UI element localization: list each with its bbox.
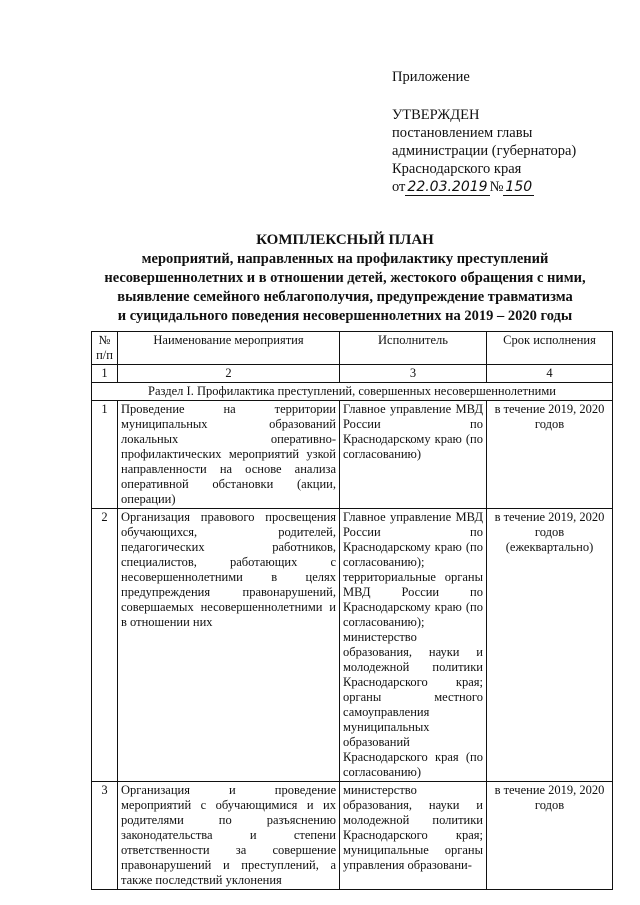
number-prefix: № xyxy=(489,179,504,195)
header-executor: Исполнитель xyxy=(340,332,487,365)
title-heading: КОМПЛЕКСНЫЙ ПЛАН xyxy=(256,232,434,248)
title-line-4: и суицидального поведения несовершеннолетних на 2019 – 2020 годы xyxy=(117,308,573,324)
title-line-2: несовершеннолетних и в отношении детей, жестокого обращения с ними, xyxy=(104,270,586,286)
section-row xyxy=(92,383,613,401)
col-number: 3 xyxy=(340,365,487,383)
section-title: Раздел I. Профилактика преступлений, совершенных несовершеннолетними xyxy=(92,383,613,401)
date-prefix: от xyxy=(392,179,406,195)
approval-date-line xyxy=(392,178,622,196)
row-executor: Главное управление МВД России по Краснодарскому краю (по согласованию) xyxy=(340,401,487,509)
row-executor: Главное управление МВД России по Краснодарскому краю (по согласованию); территориальные органы МВД России по Краснодарскому краю (по согласованию); министерство образования, науки и молодежной политики Краснодарского края; органы местного самоуправления муниципальных образований Краснодарского края (по согласованию) xyxy=(340,509,487,782)
table-header-row xyxy=(92,332,613,365)
plan-table xyxy=(91,331,613,890)
header-num: № п/п xyxy=(92,332,118,365)
row-term: в течение 2019, 2020 годов xyxy=(487,782,613,890)
row-num: 2 xyxy=(92,509,118,782)
row-name: Проведение на территории муниципальных образований локальных оперативно-профилактических мероприятий узкой направленности на основе анализа оперативной обстановки (акции, операции) xyxy=(118,401,340,509)
col-number: 1 xyxy=(92,365,118,383)
col-number: 4 xyxy=(487,365,613,383)
appendix-label: Приложение xyxy=(392,69,470,85)
handwritten-number: 150 xyxy=(505,179,533,195)
row-name: Организация и проведение мероприятий с обучающимися и их родителями по разъяснению законодательства и степени ответственности за совершение правонарушений и преступлений, а также последствий уклонения xyxy=(118,782,340,890)
approval-line-1: постановлением главы xyxy=(392,125,533,141)
row-executor: министерство образования, науки и молодежной политики Краснодарского края; муниципальные органы управления образовани- xyxy=(340,782,487,890)
row-num: 3 xyxy=(92,782,118,890)
row-term: в течение 2019, 2020 годов xyxy=(487,401,613,509)
header-term: Срок исполнения xyxy=(487,332,613,365)
document-title xyxy=(80,231,610,326)
row-term: в течение 2019, 2020 годов (ежеквартально) xyxy=(487,509,613,782)
header-name: Наименование мероприятия xyxy=(118,332,340,365)
table-row xyxy=(92,509,613,782)
approval-block xyxy=(392,68,622,196)
col-number: 2 xyxy=(118,365,340,383)
column-numbers-row xyxy=(92,365,613,383)
title-line-1: мероприятий, направленных на профилактику преступлений xyxy=(141,251,549,267)
approval-line-3: Краснодарского края xyxy=(392,161,522,177)
row-name: Организация правового просвещения обучающихся, родителей, педагогических работников, специалистов, работающих с несовершеннолетними в целях предупреждения правонарушений, совершаемых несовершеннолетними и в отношении них xyxy=(118,509,340,782)
table-row xyxy=(92,782,613,890)
approved-label: УТВЕРЖДЕН xyxy=(392,107,480,123)
approval-line-2: администрации (губернатора) xyxy=(392,143,577,159)
table-row xyxy=(92,401,613,509)
title-line-3: выявление семейного неблагополучия, предупреждение травматизма xyxy=(117,289,573,305)
handwritten-date: 22.03.2019 xyxy=(407,179,488,195)
row-num: 1 xyxy=(92,401,118,509)
